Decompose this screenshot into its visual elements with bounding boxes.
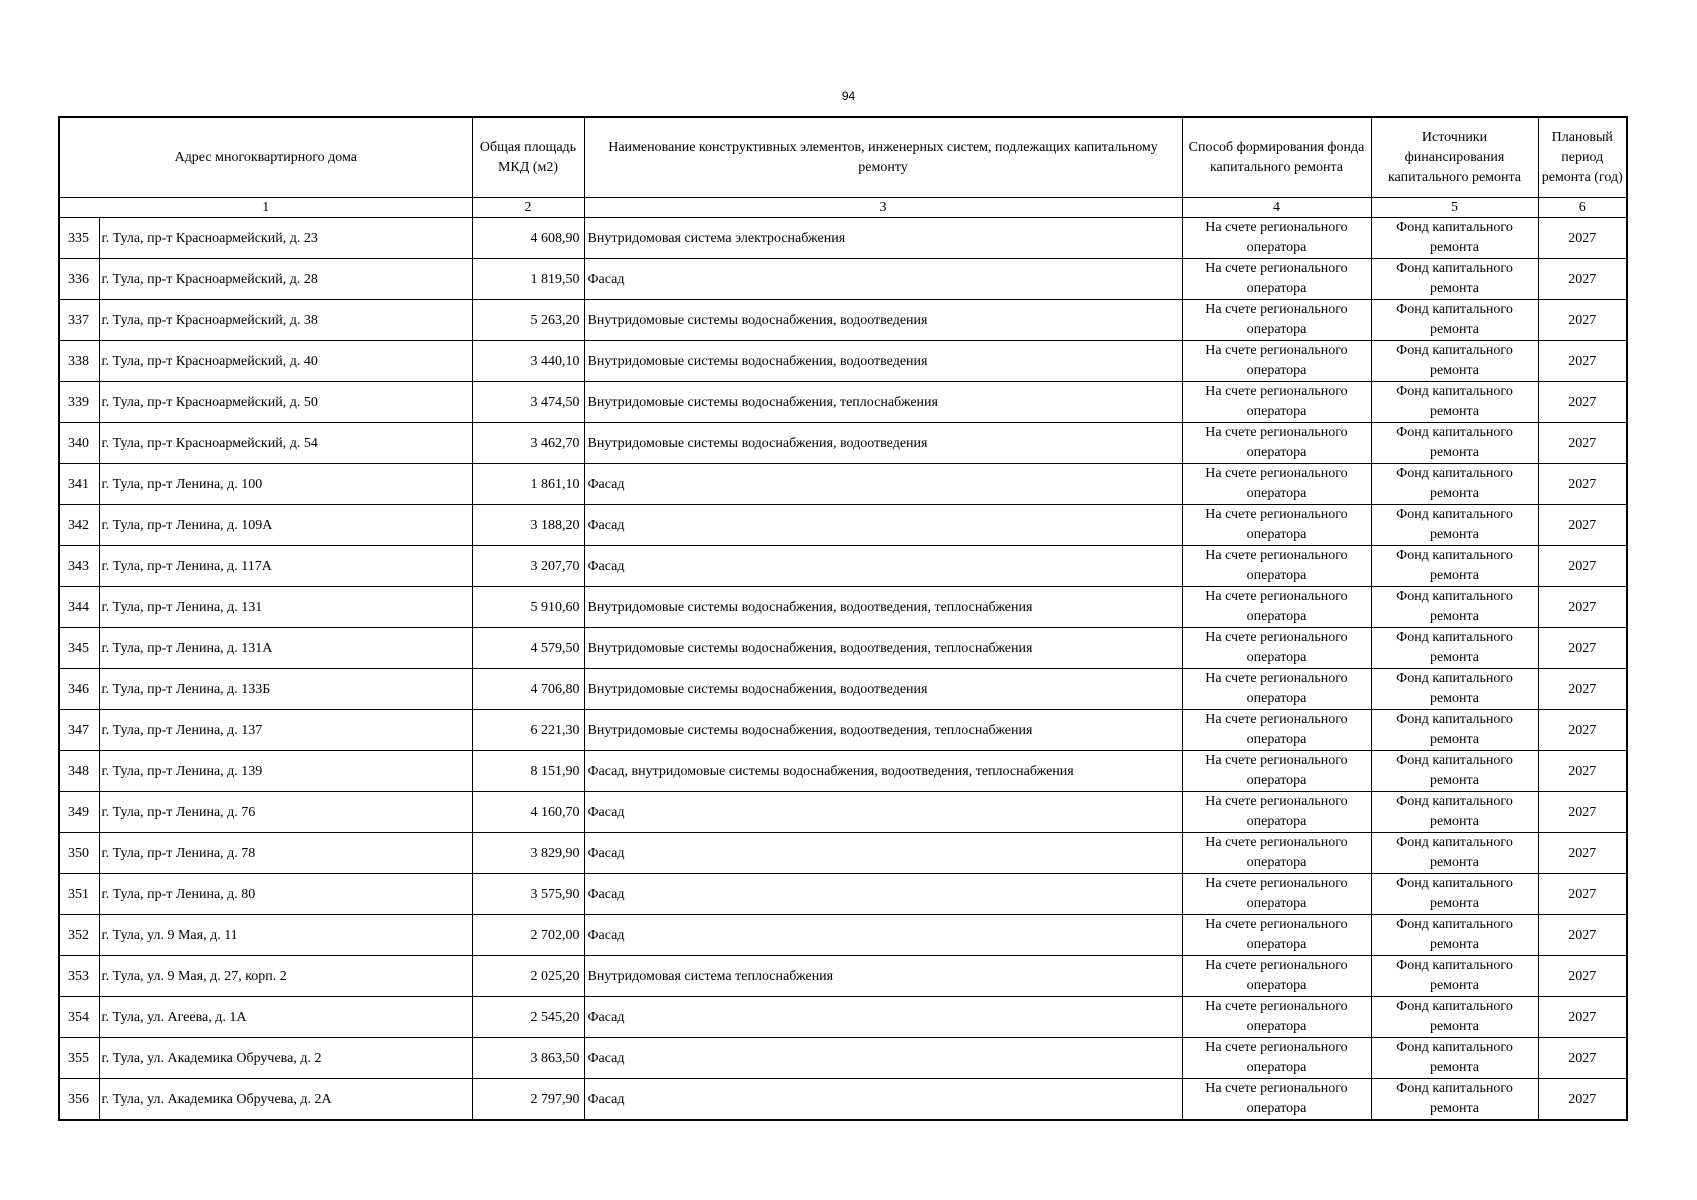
method-cell: На счете регионального оператора: [1182, 505, 1371, 546]
year-cell: 2027: [1538, 341, 1627, 382]
table-row: [59, 464, 1627, 505]
method-cell: На счете регионального оператора: [1182, 833, 1371, 874]
address-cell: г. Тула, ул. 9 Мая, д. 27, корп. 2: [99, 956, 472, 997]
source-cell: Фонд капитального ремонта: [1371, 464, 1538, 505]
year-cell: 2027: [1538, 546, 1627, 587]
method-cell: На счете регионального оператора: [1182, 792, 1371, 833]
area-cell: 6 221,30: [472, 710, 584, 751]
address-cell: г. Тула, пр-т Ленина, д. 109А: [99, 505, 472, 546]
area-cell: 5 910,60: [472, 587, 584, 628]
method-cell: На счете регионального оператора: [1182, 423, 1371, 464]
source-cell: Фонд капитального ремонта: [1371, 218, 1538, 259]
column-number: 1: [59, 198, 472, 218]
elements-cell: Фасад: [584, 915, 1182, 956]
address-cell: г. Тула, пр-т Ленина, д. 137: [99, 710, 472, 751]
area-cell: 1 861,10: [472, 464, 584, 505]
elements-cell: Фасад: [584, 792, 1182, 833]
source-cell: Фонд капитального ремонта: [1371, 751, 1538, 792]
elements-cell: Фасад, внутридомовые системы водоснабжения, водоотведения, теплоснабжения: [584, 751, 1182, 792]
row-number: 342: [59, 505, 99, 546]
area-cell: 4 706,80: [472, 669, 584, 710]
header-area: Общая площадь МКД (м2): [472, 117, 584, 198]
header-year: Плановый период ремонта (год): [1538, 117, 1627, 198]
elements-cell: Внутридомовая система электроснабжения: [584, 218, 1182, 259]
area-cell: 4 608,90: [472, 218, 584, 259]
row-number: 335: [59, 218, 99, 259]
year-cell: 2027: [1538, 751, 1627, 792]
address-cell: г. Тула, пр-т Ленина, д. 139: [99, 751, 472, 792]
address-cell: г. Тула, пр-т Ленина, д. 78: [99, 833, 472, 874]
table-row: [59, 915, 1627, 956]
address-cell: г. Тула, ул. Академика Обручева, д. 2А: [99, 1079, 472, 1121]
column-number: 5: [1371, 198, 1538, 218]
area-cell: 4 579,50: [472, 628, 584, 669]
elements-cell: Внутридомовые системы водоснабжения, водоотведения, теплоснабжения: [584, 587, 1182, 628]
table-row: [59, 874, 1627, 915]
row-number: 346: [59, 669, 99, 710]
row-number: 352: [59, 915, 99, 956]
area-cell: 2 025,20: [472, 956, 584, 997]
table-row: [59, 669, 1627, 710]
elements-cell: Внутридомовые системы водоснабжения, водоотведения: [584, 300, 1182, 341]
area-cell: 2 797,90: [472, 1079, 584, 1121]
table-row: [59, 423, 1627, 464]
table-row: [59, 792, 1627, 833]
area-cell: 1 819,50: [472, 259, 584, 300]
source-cell: Фонд капитального ремонта: [1371, 956, 1538, 997]
elements-cell: Фасад: [584, 874, 1182, 915]
row-number: 344: [59, 587, 99, 628]
area-cell: 4 160,70: [472, 792, 584, 833]
address-cell: г. Тула, пр-т Красноармейский, д. 28: [99, 259, 472, 300]
method-cell: На счете регионального оператора: [1182, 628, 1371, 669]
year-cell: 2027: [1538, 833, 1627, 874]
row-number: 355: [59, 1038, 99, 1079]
area-cell: 3 863,50: [472, 1038, 584, 1079]
year-cell: 2027: [1538, 382, 1627, 423]
elements-cell: Внутридомовые системы водоснабжения, теплоснабжения: [584, 382, 1182, 423]
row-number: 347: [59, 710, 99, 751]
column-number: 3: [584, 198, 1182, 218]
source-cell: Фонд капитального ремонта: [1371, 874, 1538, 915]
row-number: 336: [59, 259, 99, 300]
source-cell: Фонд капитального ремонта: [1371, 833, 1538, 874]
area-cell: 3 462,70: [472, 423, 584, 464]
source-cell: Фонд капитального ремонта: [1371, 915, 1538, 956]
elements-cell: Фасад: [584, 505, 1182, 546]
source-cell: Фонд капитального ремонта: [1371, 341, 1538, 382]
source-cell: Фонд капитального ремонта: [1371, 710, 1538, 751]
method-cell: На счете регионального оператора: [1182, 874, 1371, 915]
table-row: [59, 587, 1627, 628]
address-cell: г. Тула, пр-т Ленина, д. 80: [99, 874, 472, 915]
table-row: [59, 751, 1627, 792]
source-cell: Фонд капитального ремонта: [1371, 505, 1538, 546]
year-cell: 2027: [1538, 464, 1627, 505]
table-row: [59, 546, 1627, 587]
source-cell: Фонд капитального ремонта: [1371, 628, 1538, 669]
source-cell: Фонд капитального ремонта: [1371, 669, 1538, 710]
year-cell: 2027: [1538, 587, 1627, 628]
row-number: 350: [59, 833, 99, 874]
table-row: [59, 628, 1627, 669]
method-cell: На счете регионального оператора: [1182, 300, 1371, 341]
elements-cell: Внутридомовые системы водоснабжения, водоотведения: [584, 423, 1182, 464]
area-cell: 3 440,10: [472, 341, 584, 382]
table-row: [59, 259, 1627, 300]
elements-cell: Внутридомовые системы водоснабжения, водоотведения, теплоснабжения: [584, 710, 1182, 751]
elements-cell: Фасад: [584, 259, 1182, 300]
source-cell: Фонд капитального ремонта: [1371, 1079, 1538, 1121]
area-cell: 5 263,20: [472, 300, 584, 341]
page-number: 94: [841, 89, 856, 103]
method-cell: На счете регионального оператора: [1182, 546, 1371, 587]
method-cell: На счете регионального оператора: [1182, 915, 1371, 956]
row-number: 341: [59, 464, 99, 505]
address-cell: г. Тула, пр-т Красноармейский, д. 38: [99, 300, 472, 341]
method-cell: На счете регионального оператора: [1182, 382, 1371, 423]
source-cell: Фонд капитального ремонта: [1371, 587, 1538, 628]
elements-cell: Фасад: [584, 1079, 1182, 1121]
year-cell: 2027: [1538, 997, 1627, 1038]
source-cell: Фонд капитального ремонта: [1371, 382, 1538, 423]
address-cell: г. Тула, ул. 9 Мая, д. 11: [99, 915, 472, 956]
row-number: 343: [59, 546, 99, 587]
column-number: 2: [472, 198, 584, 218]
table-row: [59, 1038, 1627, 1079]
area-cell: 3 474,50: [472, 382, 584, 423]
address-cell: г. Тула, пр-т Ленина, д. 133Б: [99, 669, 472, 710]
year-cell: 2027: [1538, 300, 1627, 341]
area-cell: 2 702,00: [472, 915, 584, 956]
source-cell: Фонд капитального ремонта: [1371, 300, 1538, 341]
source-cell: Фонд капитального ремонта: [1371, 259, 1538, 300]
method-cell: На счете регионального оператора: [1182, 669, 1371, 710]
source-cell: Фонд капитального ремонта: [1371, 792, 1538, 833]
method-cell: На счете регионального оператора: [1182, 218, 1371, 259]
table-row: [59, 505, 1627, 546]
address-cell: г. Тула, ул. Академика Обручева, д. 2: [99, 1038, 472, 1079]
table-row: [59, 710, 1627, 751]
method-cell: На счете регионального оператора: [1182, 710, 1371, 751]
elements-cell: Внутридомовые системы водоснабжения, водоотведения, теплоснабжения: [584, 628, 1182, 669]
area-cell: 3 829,90: [472, 833, 584, 874]
source-cell: Фонд капитального ремонта: [1371, 423, 1538, 464]
elements-cell: Фасад: [584, 464, 1182, 505]
address-cell: г. Тула, пр-т Ленина, д. 117А: [99, 546, 472, 587]
repair-plan-table: [58, 116, 1628, 1121]
source-cell: Фонд капитального ремонта: [1371, 997, 1538, 1038]
method-cell: На счете регионального оператора: [1182, 1038, 1371, 1079]
method-cell: На счете регионального оператора: [1182, 341, 1371, 382]
year-cell: 2027: [1538, 423, 1627, 464]
elements-cell: Внутридомовые системы водоснабжения, водоотведения: [584, 669, 1182, 710]
year-cell: 2027: [1538, 218, 1627, 259]
address-cell: г. Тула, пр-т Красноармейский, д. 23: [99, 218, 472, 259]
column-number: 4: [1182, 198, 1371, 218]
year-cell: 2027: [1538, 669, 1627, 710]
area-cell: 3 188,20: [472, 505, 584, 546]
header-row: [59, 117, 1627, 198]
address-cell: г. Тула, пр-т Красноармейский, д. 50: [99, 382, 472, 423]
method-cell: На счете регионального оператора: [1182, 751, 1371, 792]
year-cell: 2027: [1538, 710, 1627, 751]
header-method: Способ формирования фонда капитального ремонта: [1182, 117, 1371, 198]
area-cell: 3 575,90: [472, 874, 584, 915]
source-cell: Фонд капитального ремонта: [1371, 546, 1538, 587]
method-cell: На счете регионального оператора: [1182, 956, 1371, 997]
column-number: 6: [1538, 198, 1627, 218]
address-cell: г. Тула, пр-т Красноармейский, д. 54: [99, 423, 472, 464]
method-cell: На счете регионального оператора: [1182, 1079, 1371, 1121]
elements-cell: Фасад: [584, 833, 1182, 874]
area-cell: 8 151,90: [472, 751, 584, 792]
table-row: [59, 341, 1627, 382]
table-row: [59, 382, 1627, 423]
table-row: [59, 997, 1627, 1038]
row-number: 354: [59, 997, 99, 1038]
row-number: 353: [59, 956, 99, 997]
table-row: [59, 833, 1627, 874]
row-number: 348: [59, 751, 99, 792]
elements-cell: Фасад: [584, 997, 1182, 1038]
year-cell: 2027: [1538, 1038, 1627, 1079]
address-cell: г. Тула, пр-т Ленина, д. 100: [99, 464, 472, 505]
method-cell: На счете регионального оператора: [1182, 464, 1371, 505]
year-cell: 2027: [1538, 874, 1627, 915]
elements-cell: Фасад: [584, 1038, 1182, 1079]
year-cell: 2027: [1538, 792, 1627, 833]
row-number: 340: [59, 423, 99, 464]
area-cell: 2 545,20: [472, 997, 584, 1038]
method-cell: На счете регионального оператора: [1182, 997, 1371, 1038]
year-cell: 2027: [1538, 628, 1627, 669]
header-source: Источники финансирования капитального ремонта: [1371, 117, 1538, 198]
table-row: [59, 1079, 1627, 1121]
address-cell: г. Тула, ул. Агеева, д. 1А: [99, 997, 472, 1038]
method-cell: На счете регионального оператора: [1182, 587, 1371, 628]
year-cell: 2027: [1538, 505, 1627, 546]
table-row: [59, 300, 1627, 341]
row-number: 339: [59, 382, 99, 423]
row-number: 337: [59, 300, 99, 341]
address-cell: г. Тула, пр-т Красноармейский, д. 40: [99, 341, 472, 382]
area-cell: 3 207,70: [472, 546, 584, 587]
address-cell: г. Тула, пр-т Ленина, д. 76: [99, 792, 472, 833]
elements-cell: Внутридомовая система теплоснабжения: [584, 956, 1182, 997]
row-number: 345: [59, 628, 99, 669]
elements-cell: Фасад: [584, 546, 1182, 587]
header-address: Адрес многоквартирного дома: [59, 117, 472, 198]
method-cell: На счете регионального оператора: [1182, 259, 1371, 300]
column-number-row: [59, 198, 1627, 218]
header-elements: Наименование конструктивных элементов, инженерных систем, подлежащих капитальному ремонту: [584, 117, 1182, 198]
year-cell: 2027: [1538, 1079, 1627, 1121]
table-row: [59, 956, 1627, 997]
source-cell: Фонд капитального ремонта: [1371, 1038, 1538, 1079]
year-cell: 2027: [1538, 956, 1627, 997]
row-number: 338: [59, 341, 99, 382]
address-cell: г. Тула, пр-т Ленина, д. 131: [99, 587, 472, 628]
row-number: 349: [59, 792, 99, 833]
address-cell: г. Тула, пр-т Ленина, д. 131А: [99, 628, 472, 669]
year-cell: 2027: [1538, 259, 1627, 300]
row-number: 351: [59, 874, 99, 915]
table-row: [59, 218, 1627, 259]
elements-cell: Внутридомовые системы водоснабжения, водоотведения: [584, 341, 1182, 382]
year-cell: 2027: [1538, 915, 1627, 956]
row-number: 356: [59, 1079, 99, 1121]
